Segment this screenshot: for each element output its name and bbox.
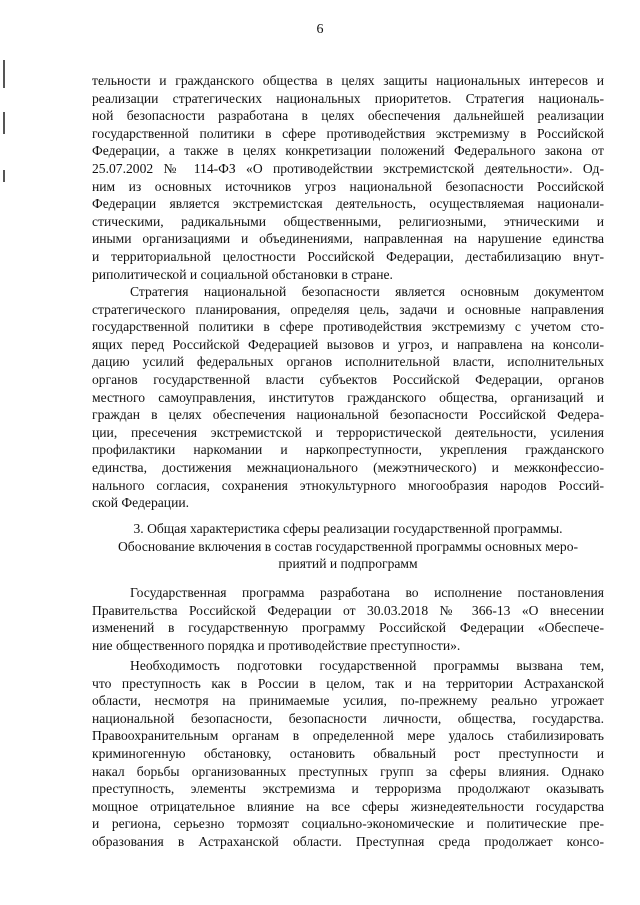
text-line: преступность, элементы экстремизма и терроризма продолжают оказывать [92,781,604,797]
text-line: что преступность как в России в целом, так и на территории Астраханской [92,675,604,691]
text-line: органов государственной власти субъектов Российской Федерации, органов [92,371,604,387]
text-line: ской Федерации. [92,495,190,511]
text-line: изменений в государственную программу Российской Федерации «Обеспече- [92,620,604,636]
scan-margin-mark [3,170,5,182]
text-line: местного самоуправления, институтов гражданского общества, организаций и [92,389,604,405]
heading-line: 3. Общая характеристика сферы реализации государственной программы. [133,521,563,536]
text-line: ции, пресечения экстремистской и террористической деятельности, усиления [92,424,604,440]
text-line: образования в Астраханской области. Преступная среда продолжает консо- [92,833,604,849]
text-line: государственной политики в сфере противодействия экстремизму с учетом сто- [92,319,604,335]
text-line: единства, достижения межнационального (межэтнического) и межконфессио- [92,459,604,475]
text-line: Правоохранительным органам в определенной мере удалось стабилизировать [92,728,604,744]
text-line: дацию усилий федеральных органов исполнительной власти, исполнительных [92,354,604,370]
paragraph-program-necessity [92,657,604,851]
text-line: Государственная программа разработана во исполнение постановления [130,585,604,600]
text-line: Федерации, а также в целях конкретизации положений Федерального закона от [92,143,604,159]
text-line: 25.07.2002 № 114-ФЗ «О противодействии экстремистской деятельности». Од- [92,160,604,176]
text-line: мощное отрицательное влияние на все сферы жизнедеятельности государства [92,798,604,814]
text-line: ящих перед Российской Федерацией вызовов и угроз, и направлена на консоли- [92,336,604,352]
text-line: граждан в целях обеспечения национальной безопасности Российской Федера- [92,407,604,423]
text-line: тельности и гражданского общества в целях защиты национальных интересов и [92,73,604,88]
text-line: области, несмотря на принимаемые усилия, по-прежнему реально угрожает [92,693,604,709]
text-line: иными организациями и объединениями, направленная на нарушение единства [92,231,604,247]
text-line: профилактики наркомании и наркопреступности, укрепления гражданского [92,442,604,458]
scan-margin-mark [3,60,5,88]
text-line: криминогенную обстановку, остановить обвальный рост преступности и [92,745,604,761]
text-line: государственной политики в сфере противодействия экстремизму в Российской [92,125,604,141]
text-line: Правительства Российской Федерации от 30.03.2018 № 366-13 «О внесении [92,602,604,618]
text-line: ние общественного порядка и противодействие преступности». [92,637,461,653]
text-line: ной безопасности разработана в целях обеспечения дальнейшей реализации [92,108,604,124]
text-line: стратегического планирования, определяя цель, задачи и основные направления [92,301,604,317]
heading-line: приятий и подпрограмм [278,556,418,572]
text-line: и региона, серьезно тормозят социально-экономические и политические пре- [92,816,604,832]
paragraph-strategy-intro [92,72,604,283]
text-line: Необходимость подготовки государственной программы вызвана тем, [130,658,604,673]
text-line: накал борьбы организованных преступных групп за сферы влияния. Однако [92,763,604,779]
text-line: ним из основных источников угроз национальной безопасности Российской [92,178,604,194]
text-line: и территориальной целостности Российской Федерации, дестабилизацию внут- [92,248,604,264]
page-number: 6 [316,22,324,37]
paragraph-program-basis [92,584,604,654]
text-line: Федерации является экстремистская деятельность, осуществляемая национали- [92,196,604,212]
text-line: стическими, радикальными общественными, религиозными, этническими и [92,213,604,229]
heading-line: Обоснование включения в состав государственной программы основных меро- [117,538,579,554]
text-line: реализации стратегических национальных приоритетов. Стратегия националь- [92,90,604,106]
text-line: нального согласия, сохранения этнокультурного многообразия народов Россий- [92,477,604,493]
scan-margin-mark [3,112,5,134]
section-heading [92,520,604,573]
text-line: национальной безопасности, безопасности личности, общества, государства. [92,710,604,726]
text-line: риполитической и социальной обстановки в стране. [92,266,393,282]
text-line: Стратегия национальной безопасности является основным документом [130,284,604,299]
paragraph-strategy-document [92,283,604,512]
